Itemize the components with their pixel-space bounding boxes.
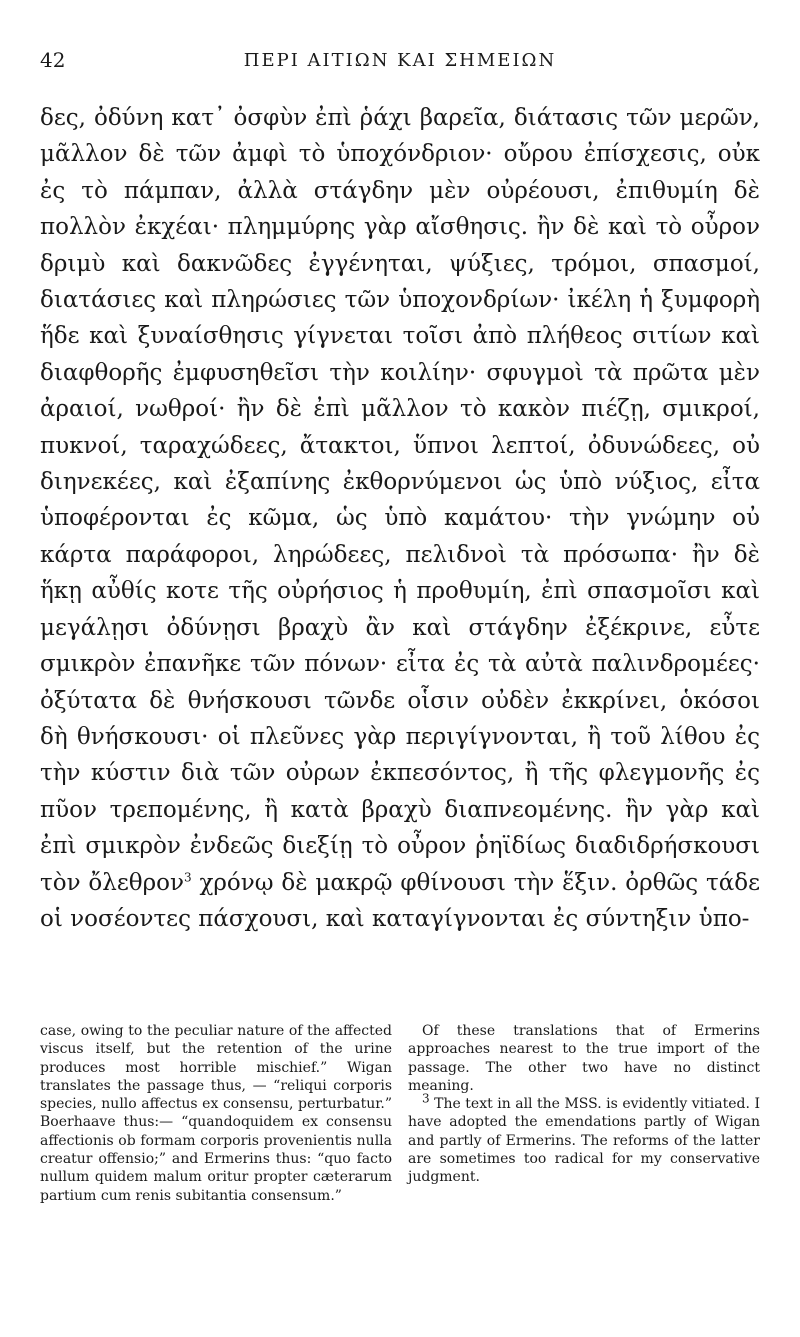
greek-paragraph — [40, 100, 760, 937]
greek-text-body — [40, 100, 760, 937]
greek-text-part1: δες, ὀδύνη κατ᾽ ὀσφὺν ἐπὶ ῥάχι βαρεῖα, διάτασις τῶν μερῶν, μᾶλλον δὲ τῶν ἀμφὶ τὸ ὑποχόνδριον· οὔρου ἐπίσχεσις, οὐκ ἐς τὸ πάμπαν, ἀλλὰ στάγδην μὲν οὐρέουσι, ἐπιθυμίη δὲ πολλὸν ἐκχέαι· πλημμύρης γὰρ αἴσθησις. ἢν δὲ καὶ τὸ οὖρον δριμὺ καὶ δακνῶδες ἐγγένηται, ψύξιες, τρόμοι, σπασμοί, διατάσιες καὶ πληρώσιες τῶν ὑποχονδρίων· ἰκέλη ἡ ξυμφορὴ ἥδε καὶ ξυναίσθησις γίγνεται τοῖσι ἀπὸ πλήθεος σιτίων καὶ διαφθορῆς ἐμφυσηθεῖσι τὴν κοιλίην· σφυγμοὶ τὰ πρῶτα μὲν ἀραιοί, νωθροί· ἢν δὲ ἐπὶ μᾶλλον τὸ κακὸν πιέζῃ, σμικροί, πυκνοί, ταραχώδεες, ἄτακτοι, ὕπνοι λεπτοί, ὀδυνώδεες, οὐ διηνεκέες, καὶ ἐξαπίνης ἐκθορνύμενοι ὡς ὑπὸ νύξιος, εἶτα ὑποφέρονται ἐς κῶμα, ὡς ὑπὸ καμάτου· τὴν γνώμην οὐ κάρτα παράφοροι, ληρώδεες, πελιδνοὶ τὰ πρόσωπα· ἢν δὲ ἥκῃ αὖθίς κοτε τῆς οὐρήσιος ἡ προθυμίη, ἐπὶ σπασμοῖσι καὶ μεγάλῃσι ὀδύνῃσι βραχὺ ἂν καὶ στάγδην ἐξέκρινε, εὖτε σμικρὸν ἐπανῆκε τῶν πόνων· εἶτα ἐς τὰ αὐτὰ παλινδρομέες· ὀξύτατα δὲ θνήσκουσι τῶνδε οἷσιν οὐδὲν ἐκκρίνει, ὁκόσοι δὴ θνήσκουσι· οἱ πλεῦνες γὰρ περιγίγνονται, ἢ τοῦ λίθου ἐς τὴν κύστιν διὰ τῶν οὐρων ἐκπεσόντος, ἢ τῆς φλεγμονῆς ἐς πῦον τρεπομένης, ἢ κατὰ βραχὺ διαπνεομένης. ἢν γὰρ καὶ ἐπὶ σμικρὸν ἐνδεῶς διεξίῃ τὸ οὖρον ῥηϊδίως διαδιδρήσκουσι τὸν ὄλεθρον — [40, 105, 760, 896]
notes-right-column — [408, 1022, 760, 1205]
page-header — [40, 48, 760, 78]
footnote-reference: 3 — [183, 869, 192, 884]
page-number: 42 — [40, 48, 66, 72]
note-left-text: case, owing to the peculiar nature of the affected viscus itself, but the retention of the urine produces most horrible mischief.” Wigan translates the passage thus, — “reliqui corporis species, nullo affectus ex consensu, perturbatur.” Boerhaave thus:— “quandoquidem ex consensu affectionis ob formam corporis provenientis nulla creatur offensio;” and Ermerins thus: “quo facto nullum quidem malum oritur propter cæterarum partium cum renis subitantia consensum.” — [40, 1023, 392, 1204]
footnote-3 — [408, 1091, 760, 1186]
note-right-para1: Of these translations that of Ermerins approaches nearest to the true import of the passage. The other two have no distinct meaning. — [408, 1023, 760, 1094]
footnote-marker: 3 — [422, 1091, 430, 1106]
notes-left-column — [40, 1022, 392, 1205]
running-title: ΠΕΡΙ ΑΙΤΙΩΝ ΚΑΙ ΣΗΜΕΙΩΝ — [243, 50, 557, 71]
greek-text-part2: χρόνῳ δὲ μακρῷ φθίνουσι τὴν ἕξιν. ὀρθῶς τάδε οἱ νοσέοντες πάσχουσι, καὶ καταγίγνονται ἐς σύντηξιν ὑπο- — [40, 869, 760, 932]
translator-notes — [40, 1022, 760, 1205]
footnote-text: The text in all the MSS. is evidently vitiated. I have adopted the emendations partly of Wigan and partly of Ermerins. The reforms of the latter are sometimes too radical for my conservative judgment. — [408, 1096, 760, 1186]
